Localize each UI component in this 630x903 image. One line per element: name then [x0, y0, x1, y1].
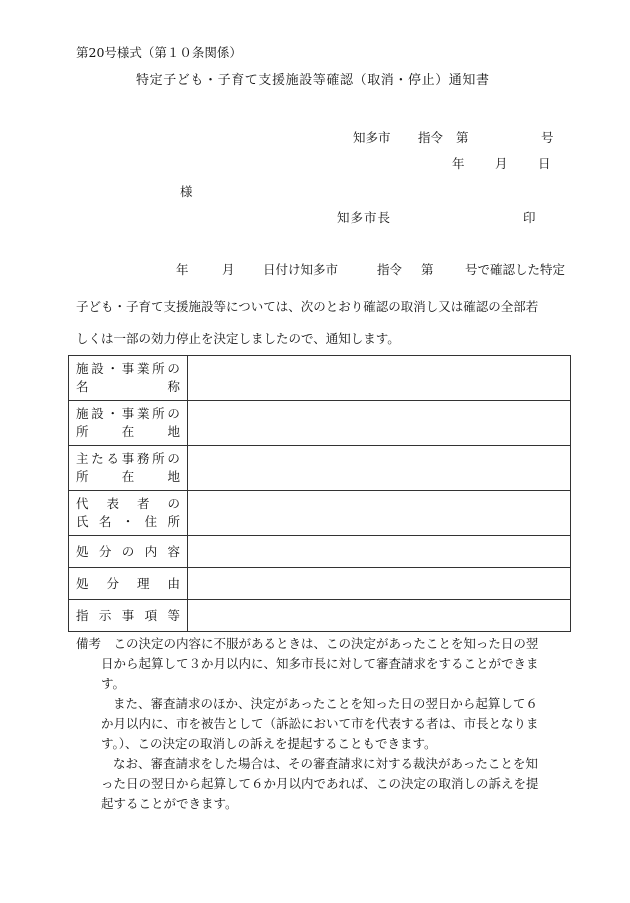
label-line: 代 表 者 の: [76, 496, 180, 511]
document-title: 特定子ども・子育て支援施設等確認（取消・停止）通知書: [136, 73, 490, 88]
value-disposition-reason[interactable]: [188, 568, 571, 600]
addressee-honorific: 様: [180, 184, 193, 199]
body-directive: 指令: [377, 262, 403, 277]
label-line: 処 分 理 由: [76, 575, 180, 591]
remarks: [76, 634, 576, 814]
body-month: 月: [222, 262, 235, 277]
year-label: 年: [452, 156, 465, 171]
label-line: 施 設 ・ 事 業 所 の: [76, 406, 180, 421]
label-facility-name: [69, 356, 188, 401]
value-instructions[interactable]: [188, 600, 571, 632]
label-line: 所 在 地: [76, 424, 180, 439]
label-facility-address: [69, 401, 188, 446]
seal-mark: 印: [523, 210, 536, 225]
label-instructions: [69, 600, 188, 632]
value-main-office-address[interactable]: [188, 446, 571, 491]
go-label: 号: [541, 130, 554, 145]
table-row: [69, 568, 571, 600]
label-disposition-content: [69, 536, 188, 568]
table-row: [69, 446, 571, 491]
label-main-office-address: [69, 446, 188, 491]
remarks-line: す。）、この決定の取消しの訴えを提起することもできます。: [101, 736, 437, 751]
dai-label: 第: [456, 130, 469, 145]
body-dated: 日付け知多市: [263, 262, 339, 277]
table-row: [69, 401, 571, 446]
form-number: 第20号様式（第１０条関係）: [76, 45, 242, 60]
remarks-line: また、審査請求のほか、決定があったことを知った日の翌日から起算して６: [113, 696, 538, 711]
label-line: 指 示 事 項 等: [76, 607, 180, 623]
remarks-line: った日の翌日から起算して６か月以内であれば、この決定の取消しの訴えを提: [101, 776, 539, 791]
remarks-line: 備考 この決定の内容に不服があるときは、この決定があったことを知った日の翌: [76, 636, 539, 651]
body-dai: 第: [421, 262, 434, 277]
table-row: [69, 356, 571, 401]
label-line: 施 設 ・ 事 業 所 の: [76, 361, 180, 376]
label-representative: [69, 491, 188, 536]
table-row: [69, 536, 571, 568]
table-row: [69, 491, 571, 536]
label-disposition-reason: [69, 568, 188, 600]
body-line-2: 子ども・子育て支援施設等については、次のとおり確認の取消し又は確認の全部若: [76, 299, 539, 314]
label-line: 処 分 の 内 容: [76, 543, 180, 559]
body-year: 年: [176, 262, 189, 277]
label-line: 氏 名 ・ 住 所: [76, 514, 180, 529]
label-line: 名 称: [76, 379, 180, 394]
directive-label: 指令: [418, 130, 444, 145]
city-label: 知多市: [353, 130, 391, 145]
body-line-3: しくは一部の効力停止を決定しましたので、通知します。: [76, 331, 400, 346]
sender-name: 知多市長: [337, 210, 392, 225]
body-tail: 号で確認した特定: [465, 262, 566, 277]
table-row: [69, 600, 571, 632]
value-facility-address[interactable]: [188, 401, 571, 446]
remarks-line: す。: [101, 676, 126, 691]
details-table: [68, 355, 571, 632]
body-paragraph: [76, 259, 576, 355]
value-facility-name[interactable]: [188, 356, 571, 401]
value-representative[interactable]: [188, 491, 571, 536]
day-label: 日: [538, 156, 551, 171]
label-line: 所 在 地: [76, 469, 180, 484]
remarks-line: 起することができます。: [101, 796, 238, 811]
remarks-line: か月以内に、市を被告として（訴訟において市を代表する者は、市長となりま: [101, 716, 539, 731]
value-disposition-content[interactable]: [188, 536, 571, 568]
month-label: 月: [495, 156, 508, 171]
remarks-line: なお、審査請求をした場合は、その審査請求に対する裁決があったことを知: [113, 756, 538, 771]
label-line: 主 た る 事 務 所 の: [76, 451, 180, 466]
remarks-line: 日から起算して３か月以内に、知多市長に対して審査請求をすることができま: [101, 656, 539, 671]
